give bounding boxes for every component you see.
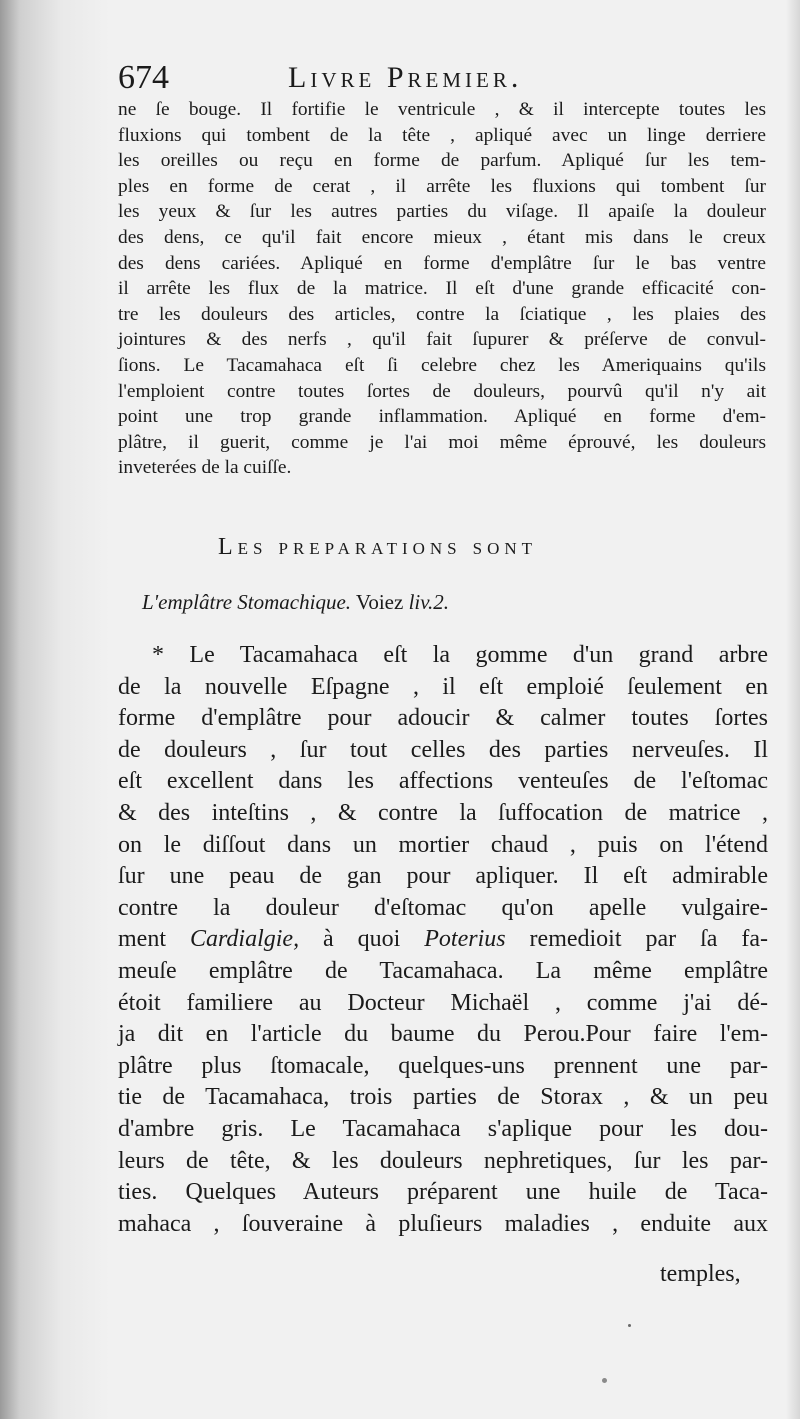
text-segment: meuſe emplâtre de Tacamahaca. La même emplâtre bbox=[118, 957, 768, 984]
text-line bbox=[118, 1019, 768, 1051]
text-segment: plâtre plus ſtomacale, quelques-uns prennent une par- bbox=[118, 1052, 768, 1079]
text-line: l'emploient contre toutes ſortes de douleurs, pourvû qu'il n'y ait bbox=[118, 380, 766, 402]
text-line: plâtre, il guerit, comme je l'ai moi même éprouvé, les douleurs bbox=[118, 431, 766, 453]
catchword: temples, bbox=[660, 1261, 741, 1287]
text-segment: ment bbox=[118, 926, 190, 953]
text-segment: étoit familiere au Docteur Michaël , comme j'ai dé- bbox=[118, 989, 768, 1016]
italic-term: Cardialgie, bbox=[189, 926, 300, 953]
text-segment: remedioit par ſa fa- bbox=[505, 926, 768, 953]
text-line bbox=[118, 924, 768, 956]
text-line bbox=[118, 1209, 768, 1241]
text-line bbox=[118, 798, 768, 830]
text-segment: * Le Tacamahaca eſt la gomme d'un grand arbre bbox=[152, 642, 768, 668]
preparation-item: L'emplâtre Stomachique. bbox=[142, 590, 352, 614]
text-line bbox=[118, 988, 768, 1020]
text-line bbox=[118, 1177, 768, 1209]
paper-speck bbox=[602, 1378, 607, 1383]
text-segment: de la nouvelle Eſpagne , il eſt emploié ſeulement en bbox=[118, 673, 768, 700]
paragraph-continued bbox=[118, 97, 766, 481]
text-line: fluxions qui tombent de la tête , apliqué avec un linge derriere bbox=[118, 124, 766, 146]
text-line bbox=[118, 861, 768, 893]
preparation-entry bbox=[142, 588, 662, 616]
text-line bbox=[118, 640, 768, 672]
text-segment: ja dit en l'article du baume du Perou.Pour faire l'em- bbox=[118, 1021, 768, 1048]
text-segment: eſt excellent dans les affections venteuſes de l'eſtomac bbox=[118, 768, 768, 795]
text-line bbox=[118, 1114, 768, 1146]
gutter-shadow bbox=[0, 0, 110, 1419]
text-line bbox=[118, 1051, 768, 1083]
text-line: il arrête les flux de la matrice. Il eſt d'une grande efficacité con- bbox=[118, 278, 766, 300]
italic-term: Poterius bbox=[424, 926, 506, 953]
text-line bbox=[118, 956, 768, 988]
text-segment: mahaca , ſouveraine à pluſieurs maladies , enduite aux bbox=[118, 1210, 768, 1237]
text-line: les yeux & ſur les autres parties du viſage. Il apaiſe la douleur bbox=[118, 201, 766, 223]
text-line: ſions. Le Tacamahaca eſt ſi celebre chez les Ameriquains qu'ils bbox=[118, 354, 766, 376]
text-line: jointures & des nerfs , qu'il fait ſupurer & préſerve de convul- bbox=[118, 329, 766, 351]
text-line: ples en forme de cerat , il arrête les fluxions qui tombent ſur bbox=[118, 175, 766, 197]
running-title: Livre Premier. bbox=[288, 61, 523, 94]
text-line bbox=[118, 735, 768, 767]
text-line bbox=[118, 1146, 768, 1178]
section-heading: Les preparations sont bbox=[218, 534, 538, 560]
text-line: des dens cariées. Apliqué en forme d'emplâtre ſur le bas ventre bbox=[118, 252, 766, 274]
text-segment: on le diſſout dans un mortier chaud , puis on l'étend bbox=[118, 831, 768, 858]
text-segment: ſur une peau de gan pour apliquer. Il eſt admirable bbox=[118, 863, 768, 890]
text-line bbox=[118, 672, 768, 704]
text-segment: forme d'emplâtre pour adoucir & calmer toutes ſortes bbox=[118, 705, 768, 732]
text-segment: à quoi bbox=[299, 926, 425, 953]
text-line bbox=[118, 1082, 768, 1114]
page-number: 674 bbox=[118, 59, 169, 96]
text-segment: de douleurs , ſur tout celles des parties nerveuſes. Il bbox=[118, 736, 768, 763]
text-line bbox=[118, 766, 768, 798]
text-segment: d'ambre gris. Le Tacamahaca s'aplique pour les dou- bbox=[118, 1115, 768, 1142]
text-line bbox=[118, 893, 768, 925]
text-segment: leurs de tête, & les douleurs nephretiques, ſur les par- bbox=[118, 1147, 768, 1174]
text-line: inveterées de la cuiſſe. bbox=[118, 457, 292, 479]
footnote-paragraph bbox=[118, 640, 768, 1240]
page-header bbox=[118, 58, 758, 98]
page-edge bbox=[786, 0, 800, 1419]
text-line: tre les douleurs des articles, contre la ſciatique , les plaies des bbox=[118, 303, 766, 325]
text-line bbox=[118, 703, 768, 735]
text-line: point une trop grande inflammation. Apliqué en forme d'em- bbox=[118, 406, 766, 428]
paper-speck bbox=[628, 1324, 631, 1327]
text-segment: tie de Tacamahaca, trois parties de Storax , & un peu bbox=[118, 1084, 768, 1111]
text-segment: ties. Quelques Auteurs préparent une huile de Taca- bbox=[118, 1179, 768, 1206]
text-line bbox=[118, 830, 768, 862]
preparation-ref: liv.2. bbox=[408, 590, 450, 614]
text-line: des dens, ce qu'il fait encore mieux , étant mis dans le creux bbox=[118, 226, 766, 248]
preparation-ref-prefix: Voiez bbox=[355, 590, 404, 614]
text-line: ne ſe bouge. Il fortifie le ventricule , & il intercepte toutes les bbox=[118, 99, 766, 120]
text-segment: contre la douleur d'eſtomac qu'on apelle vulgaire- bbox=[118, 894, 768, 921]
text-line: les oreilles ou reçu en forme de parfum. Apliqué ſur les tem- bbox=[118, 150, 766, 172]
text-segment: & des inteſtins , & contre la ſuffocation de matrice , bbox=[118, 799, 768, 826]
